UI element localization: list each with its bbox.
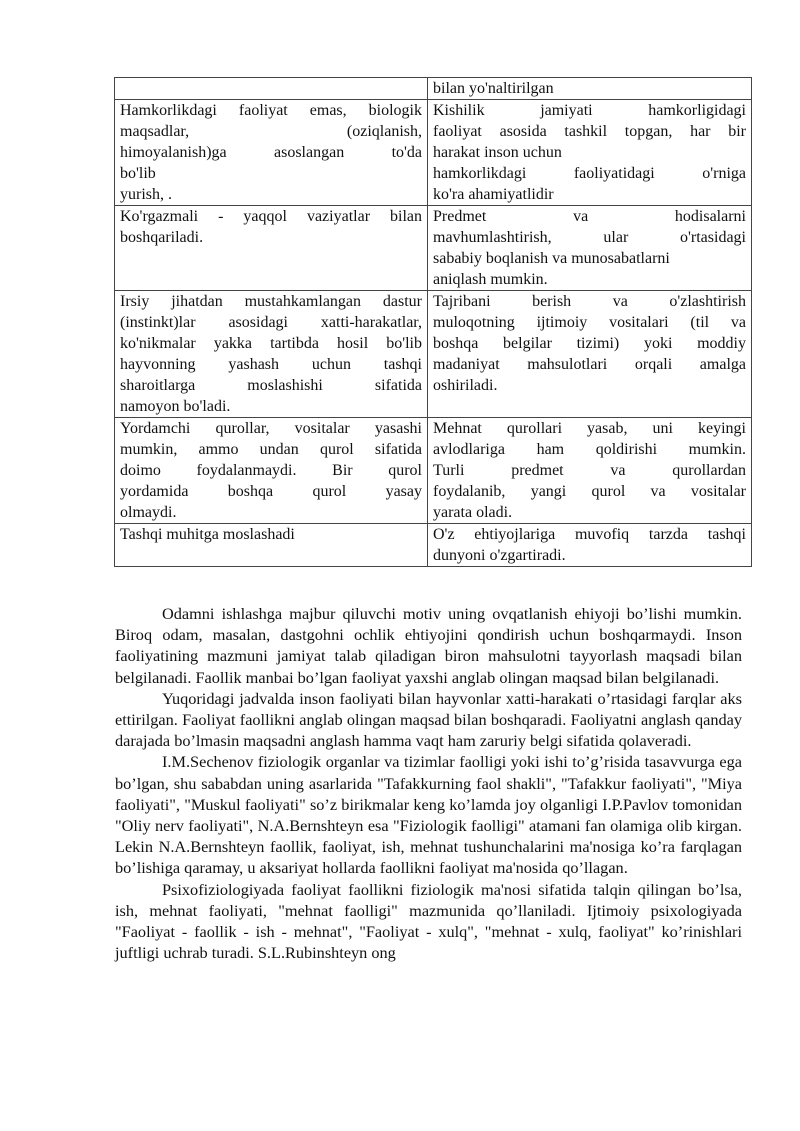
cell-line: Predmet va hodisalarni — [433, 208, 746, 225]
cell-line: oshiriladi. — [433, 377, 498, 394]
table-row — [115, 524, 752, 567]
cell-line: boshqariladi. — [120, 229, 204, 246]
cell-line: (instinkt)lar asosidagi xatti-harakatlar, — [120, 314, 422, 331]
human-activity-cell — [428, 291, 752, 418]
cell-line: doimo foydalanmaydi. Bir qurol — [120, 462, 422, 479]
table-row — [115, 78, 752, 100]
cell-line: Turli predmet va qurollardan — [433, 462, 746, 479]
cell-line: muloqotning ijtimoiy vositalari (til va — [433, 314, 746, 331]
animal-behavior-cell — [115, 524, 428, 567]
human-activity-cell — [428, 206, 752, 291]
cell-line: Tajribani berish va o'zlashtirish — [433, 293, 746, 310]
cell-line: aniqlash mumkin. — [433, 271, 548, 288]
cell-line: foydalanib, yangi qurol va vositalar — [433, 483, 746, 500]
cell-line: Tashqi muhitga moslashadi — [120, 526, 295, 543]
human-activity-cell — [428, 100, 752, 206]
cell-line: Hamkorlikdagi faoliyat emas, biologik — [120, 102, 422, 119]
human-activity-cell — [428, 418, 752, 524]
cell-line: ko'ra ahamiyatlidir — [433, 186, 554, 203]
cell-line: hamkorlikdagi faoliyatidagi o'rniga — [433, 165, 746, 182]
human-activity-cell — [428, 524, 752, 567]
cell-line: olmaydi. — [120, 504, 177, 521]
cell-line: boshqa belgilar tizimi) yoki moddiy — [433, 335, 746, 352]
cell-line: bilan yo'naltirilgan — [433, 80, 554, 97]
cell-line: sharoitlarga moslashishi sifatida — [120, 377, 422, 394]
human-activity-cell — [428, 78, 752, 100]
cell-line: ko'nikmalar yakka tartibda hosil bo'lib — [120, 335, 422, 352]
table-row — [115, 291, 752, 418]
cell-line: faoliyat asosida tashkil topgan, har bir — [433, 123, 746, 140]
paragraph: I.M.Sechenov fiziologik organlar va tizimlar faolligi yoki ishi to’g’risida tasavvurga ega bo’lgan, shu sababdan uning asarlarida "Tafakkurning faol shakli", "Tafakkur faoliyati", "Miya faoliyati", "Muskul faoliyati" so’z birikmalar keng ko’lamda joy olganligi I.P.Pavlov tomonidan "Oliy nerv faoliyati", N.A.Bernshteyn esa "Fiziologik faolligi" atamani fan olamiga olib kirgan. Lekin N.A.Bernshteyn faollik, faoliyat, ish, mehnat tushunchalarini ma'nosiga ko’ra farqlagan bo’lishiga qaramay, u aksariyat hollarda faollikni faoliyat ma'nosida qo’llagan. — [115, 752, 742, 878]
cell-line: mumkin, ammo undan qurol sifatida — [120, 441, 422, 458]
cell-line: yordamida boshqa qurol yasay — [120, 483, 422, 500]
cell-line: yurish, . — [120, 186, 172, 203]
cell-line: Yordamchi qurollar, vositalar yasashi — [120, 420, 422, 437]
cell-line: himoyalanish)ga asoslangan to'da — [120, 144, 422, 161]
cell-line: avlodlariga ham qoldirishi mumkin. — [433, 441, 746, 458]
cell-line: dunyoni o'zgartiradi. — [433, 547, 566, 564]
animal-behavior-cell — [115, 418, 428, 524]
cell-line: Ko'rgazmali - yaqqol vaziyatlar bilan — [120, 208, 422, 225]
animal-behavior-cell — [115, 100, 428, 206]
cell-line: mavhumlashtirish, ular o'rtasidagi — [433, 229, 746, 246]
animal-behavior-cell — [115, 206, 428, 291]
table-row — [115, 206, 752, 291]
cell-line: namoyon bo'ladi. — [120, 398, 231, 415]
paragraph: Yuqoridagi jadvalda inson faoliyati bilan hayvonlar xatti-harakati o’rtasidagi farqlar aks ettirilgan. Faoliyat faollikni anglab olingan maqsad bilan boshqaradi. Faoliyatni anglash qanday darajada bo’lmasin maqsadni anglash hamma vaqt ham zaruriy belgi sifatida qolaveradi. — [115, 688, 742, 751]
table-row — [115, 100, 752, 206]
cell-line: harakat inson uchun — [433, 144, 562, 161]
cell-line: sababiy boqlanish va munosabatlarni — [433, 250, 670, 267]
table-row — [115, 418, 752, 524]
cell-line: O'z ehtiyojlariga muvofiq tarzda tashqi — [433, 526, 746, 543]
body-text — [115, 603, 742, 963]
comparison-table-body — [115, 78, 752, 567]
cell-line: Kishilik jamiyati hamkorligidagi — [433, 102, 746, 119]
cell-line: madaniyat mahsulotlari orqali amalga — [433, 356, 746, 373]
animal-behavior-cell — [115, 78, 428, 100]
comparison-table — [114, 77, 752, 567]
cell-line: hayvonning yashash uchun tashqi — [120, 356, 422, 373]
cell-line: bo'lib — [120, 165, 156, 182]
cell-line: yarata oladi. — [433, 504, 513, 521]
paragraph: Psixofiziologiyada faoliyat faollikni fiziologik ma'nosi sifatida talqin qilingan bo’lsa, ish, mehnat faoliyati, "mehnat faolligi" mazmunida qo’llaniladi. Ijtimoiy psixologiyada "Faoliyat - faollik - ish - mehnat", "Faoliyat - xulq", "mehnat - xulq, faoliyat" ko’rinishlari juftligi uchrab turadi. S.L.Rubinshteyn ong — [115, 879, 742, 963]
cell-line: Irsiy jihatdan mustahkamlangan dastur — [120, 293, 422, 310]
paragraph: Odamni ishlashga majbur qiluvchi motiv uning ovqatlanish ehiyoji bo’lishi mumkin. Biroq odam, masalan, dastgohni ochlik ehtiyojini qondirish uchun boshqarmaydi. Inson faoliyatining mazmuni jamiyat talab qiladigan biron mahsulotni tayyorlash maqsadi bilan belgilanadi. Faollik manbai bo’lgan faoliyat yaxshi anglab olingan maqsad bilan belgilanadi. — [115, 604, 742, 687]
animal-behavior-cell — [115, 291, 428, 418]
cell-line: maqsadlar, (oziqlanish, — [120, 123, 422, 140]
cell-line: Mehnat qurollari yasab, uni keyingi — [433, 420, 746, 437]
